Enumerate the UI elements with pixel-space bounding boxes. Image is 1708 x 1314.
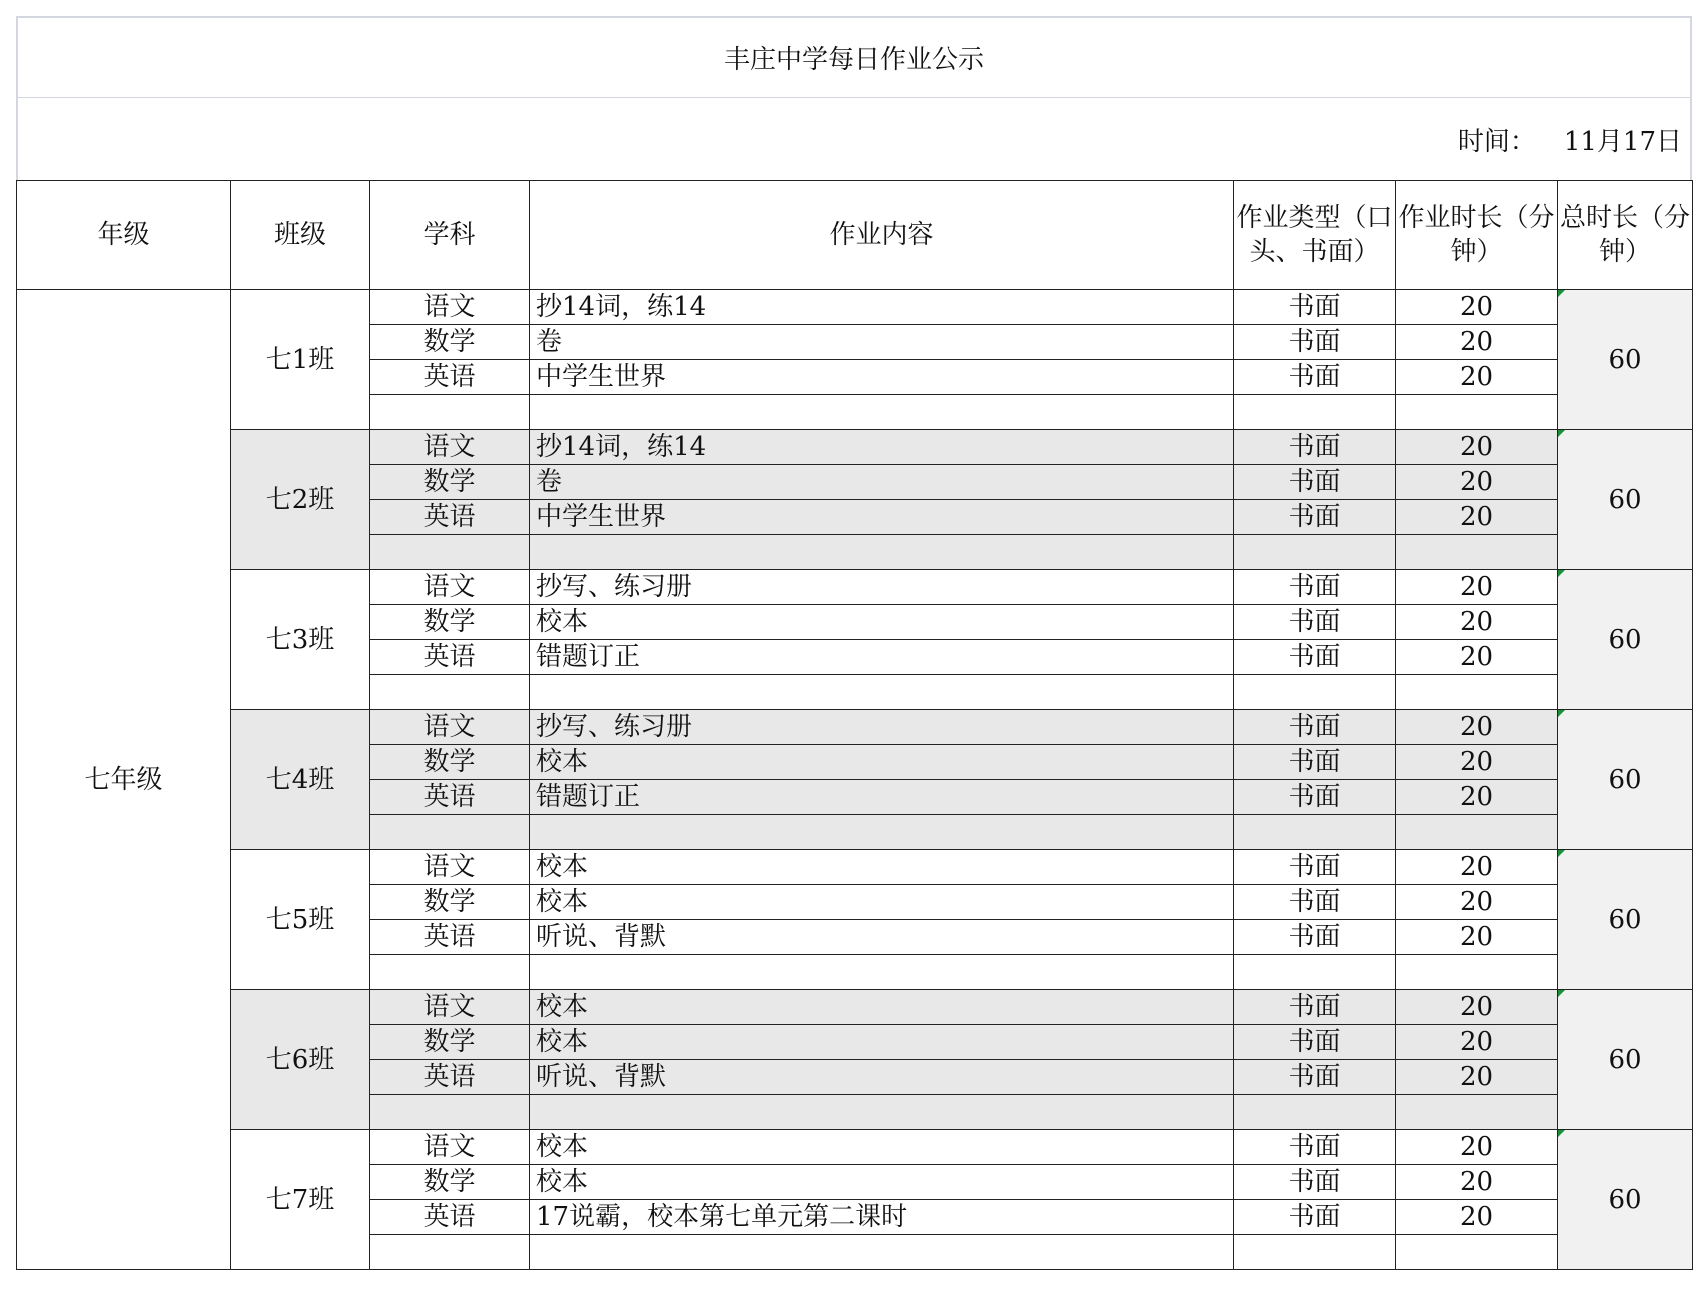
type-cell: 书面 bbox=[1234, 500, 1396, 535]
type-cell: 书面 bbox=[1234, 710, 1396, 745]
total-duration-cell: 60 bbox=[1558, 290, 1693, 430]
type-cell: 书面 bbox=[1234, 640, 1396, 675]
class-name-cell: 七1班 bbox=[231, 290, 370, 430]
type-cell: 书面 bbox=[1234, 430, 1396, 465]
content-cell: 抄写、练习册 bbox=[530, 570, 1234, 605]
total-duration-cell: 60 bbox=[1558, 850, 1693, 990]
homework-sheet bbox=[16, 16, 1692, 1270]
total-duration-cell: 60 bbox=[1558, 710, 1693, 850]
duration-cell: 20 bbox=[1396, 325, 1558, 360]
content-cell: 错题订正 bbox=[530, 640, 1234, 675]
content-cell: 校本 bbox=[530, 1130, 1234, 1165]
type-cell bbox=[1234, 395, 1396, 430]
type-cell: 书面 bbox=[1234, 920, 1396, 955]
content-cell: 抄写、练习册 bbox=[530, 710, 1234, 745]
table-body bbox=[17, 290, 1693, 1270]
subject-cell bbox=[370, 1095, 530, 1130]
content-cell bbox=[530, 955, 1234, 990]
header-duration: 作业时长（分钟） bbox=[1396, 181, 1558, 290]
duration-cell: 20 bbox=[1396, 1130, 1558, 1165]
content-cell: 卷 bbox=[530, 465, 1234, 500]
subject-cell: 英语 bbox=[370, 1060, 530, 1095]
type-cell: 书面 bbox=[1234, 1025, 1396, 1060]
content-cell: 中学生世界 bbox=[530, 500, 1234, 535]
subject-cell: 数学 bbox=[370, 605, 530, 640]
duration-cell: 20 bbox=[1396, 605, 1558, 640]
duration-cell bbox=[1396, 1235, 1558, 1270]
subject-cell: 语文 bbox=[370, 1130, 530, 1165]
total-duration-cell: 60 bbox=[1558, 430, 1693, 570]
duration-cell: 20 bbox=[1396, 1165, 1558, 1200]
class-name-cell: 七4班 bbox=[231, 710, 370, 850]
type-cell: 书面 bbox=[1234, 745, 1396, 780]
type-cell: 书面 bbox=[1234, 885, 1396, 920]
table-row bbox=[17, 570, 1693, 605]
class-name-cell: 七2班 bbox=[231, 430, 370, 570]
header-type: 作业类型（口头、书面） bbox=[1234, 181, 1396, 290]
table-row bbox=[17, 1130, 1693, 1165]
subject-cell: 数学 bbox=[370, 465, 530, 500]
type-cell: 书面 bbox=[1234, 605, 1396, 640]
class-name-cell: 七5班 bbox=[231, 850, 370, 990]
duration-cell bbox=[1396, 955, 1558, 990]
content-cell: 校本 bbox=[530, 1165, 1234, 1200]
subject-cell: 英语 bbox=[370, 500, 530, 535]
duration-cell: 20 bbox=[1396, 500, 1558, 535]
type-cell: 书面 bbox=[1234, 1165, 1396, 1200]
header-subject: 学科 bbox=[370, 181, 530, 290]
type-cell bbox=[1234, 675, 1396, 710]
subject-cell bbox=[370, 395, 530, 430]
content-cell: 校本 bbox=[530, 850, 1234, 885]
content-cell bbox=[530, 815, 1234, 850]
subject-cell bbox=[370, 955, 530, 990]
duration-cell bbox=[1396, 675, 1558, 710]
content-cell: 校本 bbox=[530, 605, 1234, 640]
type-cell: 书面 bbox=[1234, 780, 1396, 815]
type-cell: 书面 bbox=[1234, 465, 1396, 500]
duration-cell: 20 bbox=[1396, 570, 1558, 605]
content-cell: 错题订正 bbox=[530, 780, 1234, 815]
homework-table bbox=[16, 180, 1693, 1270]
duration-cell: 20 bbox=[1396, 1060, 1558, 1095]
duration-cell bbox=[1396, 815, 1558, 850]
type-cell bbox=[1234, 1095, 1396, 1130]
type-cell bbox=[1234, 955, 1396, 990]
header-total: 总时长（分钟） bbox=[1558, 181, 1693, 290]
subject-cell: 英语 bbox=[370, 1200, 530, 1235]
type-cell: 书面 bbox=[1234, 850, 1396, 885]
content-cell: 听说、背默 bbox=[530, 920, 1234, 955]
type-cell bbox=[1234, 1235, 1396, 1270]
header-grade: 年级 bbox=[17, 181, 231, 290]
duration-cell: 20 bbox=[1396, 885, 1558, 920]
content-cell: 校本 bbox=[530, 990, 1234, 1025]
subject-cell: 语文 bbox=[370, 710, 530, 745]
type-cell: 书面 bbox=[1234, 1200, 1396, 1235]
subject-cell: 语文 bbox=[370, 290, 530, 325]
class-name-cell: 七3班 bbox=[231, 570, 370, 710]
type-cell bbox=[1234, 815, 1396, 850]
table-row bbox=[17, 430, 1693, 465]
type-cell: 书面 bbox=[1234, 570, 1396, 605]
duration-cell: 20 bbox=[1396, 360, 1558, 395]
duration-cell: 20 bbox=[1396, 1025, 1558, 1060]
subject-cell bbox=[370, 675, 530, 710]
content-cell: 校本 bbox=[530, 885, 1234, 920]
type-cell: 书面 bbox=[1234, 1130, 1396, 1165]
subject-cell: 英语 bbox=[370, 780, 530, 815]
header-class: 班级 bbox=[231, 181, 370, 290]
duration-cell: 20 bbox=[1396, 710, 1558, 745]
table-row bbox=[17, 990, 1693, 1025]
table-row bbox=[17, 850, 1693, 885]
duration-cell: 20 bbox=[1396, 430, 1558, 465]
duration-cell: 20 bbox=[1396, 850, 1558, 885]
subject-cell: 语文 bbox=[370, 430, 530, 465]
content-cell: 校本 bbox=[530, 745, 1234, 780]
total-duration-cell: 60 bbox=[1558, 990, 1693, 1130]
content-cell bbox=[530, 535, 1234, 570]
subject-cell: 数学 bbox=[370, 325, 530, 360]
duration-cell: 20 bbox=[1396, 640, 1558, 675]
subject-cell bbox=[370, 535, 530, 570]
header-row bbox=[17, 181, 1693, 290]
duration-cell: 20 bbox=[1396, 745, 1558, 780]
subject-cell: 数学 bbox=[370, 1165, 530, 1200]
duration-cell: 20 bbox=[1396, 465, 1558, 500]
subject-cell: 英语 bbox=[370, 360, 530, 395]
subject-cell: 语文 bbox=[370, 990, 530, 1025]
sheet-title: 丰庄中学每日作业公示 bbox=[16, 16, 1692, 98]
class-name-cell: 七7班 bbox=[231, 1130, 370, 1270]
duration-cell: 20 bbox=[1396, 990, 1558, 1025]
content-cell: 听说、背默 bbox=[530, 1060, 1234, 1095]
duration-cell bbox=[1396, 535, 1558, 570]
type-cell bbox=[1234, 535, 1396, 570]
subject-cell: 数学 bbox=[370, 1025, 530, 1060]
type-cell: 书面 bbox=[1234, 325, 1396, 360]
date-value: 11月17日 bbox=[1563, 126, 1682, 157]
subject-cell bbox=[370, 815, 530, 850]
duration-cell bbox=[1396, 1095, 1558, 1130]
content-cell bbox=[530, 1235, 1234, 1270]
duration-cell: 20 bbox=[1396, 920, 1558, 955]
duration-cell bbox=[1396, 395, 1558, 430]
content-cell bbox=[530, 395, 1234, 430]
subject-cell: 英语 bbox=[370, 920, 530, 955]
content-cell: 校本 bbox=[530, 1025, 1234, 1060]
date-label: 时间： bbox=[1457, 126, 1536, 157]
total-duration-cell: 60 bbox=[1558, 570, 1693, 710]
type-cell: 书面 bbox=[1234, 360, 1396, 395]
content-cell bbox=[530, 675, 1234, 710]
duration-cell: 20 bbox=[1396, 290, 1558, 325]
subject-cell: 数学 bbox=[370, 885, 530, 920]
type-cell: 书面 bbox=[1234, 290, 1396, 325]
table-row bbox=[17, 710, 1693, 745]
content-cell: 中学生世界 bbox=[530, 360, 1234, 395]
type-cell: 书面 bbox=[1234, 990, 1396, 1025]
type-cell: 书面 bbox=[1234, 1060, 1396, 1095]
subject-cell: 英语 bbox=[370, 640, 530, 675]
subject-cell bbox=[370, 1235, 530, 1270]
content-cell: 卷 bbox=[530, 325, 1234, 360]
table-row bbox=[17, 290, 1693, 325]
content-cell bbox=[530, 1095, 1234, 1130]
grade-cell: 七年级 bbox=[17, 290, 231, 1270]
subject-cell: 语文 bbox=[370, 850, 530, 885]
total-duration-cell: 60 bbox=[1558, 1130, 1693, 1270]
header-content: 作业内容 bbox=[530, 181, 1234, 290]
subject-cell: 语文 bbox=[370, 570, 530, 605]
class-name-cell: 七6班 bbox=[231, 990, 370, 1130]
date-line bbox=[16, 98, 1692, 180]
content-cell: 抄14词，练14 bbox=[530, 430, 1234, 465]
content-cell: 抄14词，练14 bbox=[530, 290, 1234, 325]
duration-cell: 20 bbox=[1396, 1200, 1558, 1235]
subject-cell: 数学 bbox=[370, 745, 530, 780]
duration-cell: 20 bbox=[1396, 780, 1558, 815]
content-cell: 17说霸，校本第七单元第二课时 bbox=[530, 1200, 1234, 1235]
